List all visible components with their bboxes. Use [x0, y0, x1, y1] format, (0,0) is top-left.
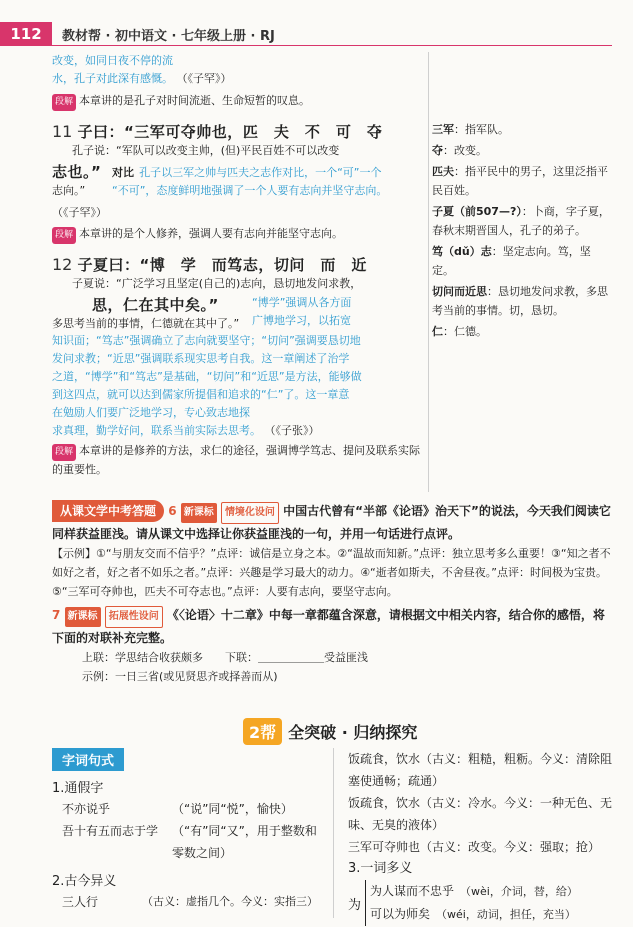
page-header: [0, 0, 633, 46]
header-rule: [52, 45, 612, 46]
exam-questions: 从课文学中考答题 6 新课标 情境化设问 中国古代曾有“半部《论语》治天下”的说法，今天我们阅读它同样获益匪浅。请从课文中选择让你获益匪浅的一句，并用一句话进行点评。 【示例】①“与朋友交而不信乎？”点评：诚信是立身之本。②“温故而知新。”点评：独立思考多么重要！③“知之者不如好之者，好之者不如乐之者。”点评：兴趣是学习最大的动力。④“逝者如斯夫，不舍昼夜。”点评：时间极为宝贵。⑤“三军可夺帅也，匹夫不可夺志也。”点评：人要有志向，要坚守志向。 7 新课标 拓展性设问 《〈论语〉十二章》中每一章都蕴含深意，请根据文中相关内容，结合你的感悟，将下面的对联补充完整。 上联：学思结合收获颇多 下联：＿＿＿＿＿＿受益匪浅 示例：一日三省(或见贤思齐或择善而从): [52, 500, 612, 686]
note-zixia: 子夏（前507—?）：卜商，字子夏，春秋末期晋国人，孔子的弟子。: [432, 205, 610, 237]
running-title: 教材帮 · 初中语文 · 七年级上册 · RJ: [62, 29, 275, 44]
note-duo: 夺：改变。: [432, 144, 487, 157]
polysemy-wei: 为 为人谋而不忠乎 （wèi，介词，替，给） 可以为师矣 （wéi，动词，担任，充当）: [348, 880, 613, 926]
side-notes: [432, 120, 612, 343]
note-qiewen: 切问而近思：恳切地发问求教，多思考当前的事情。切，恳切。: [432, 285, 608, 317]
column-divider: [428, 52, 429, 492]
q7-couplet: 上联：学思结合收获颇多 下联：＿＿＿＿＿＿受益匪浅: [82, 651, 368, 664]
vocab-right: 饭疏食，饮水（古义：粗糙，粗粝。今义：清除阻塞使通畅；疏通） 饭疏食，饮水（古义：冷水。今义：一种无色、无味、无臭的液体） 三军可夺帅也（古义：改变。今义：强取；抢） 3.一词多义 为 为人谋而不忠乎 （wèi，介词，替，给） 可以为师矣 （wéi，动词，担任，充当）: [348, 748, 613, 926]
s11-original: 子曰：“三军可夺帅也，匹 夫 不 可 夺: [77, 123, 383, 141]
vocab-box-title: 字词句式: [52, 748, 124, 771]
section-banner: 2帮 全突破 · 归纳探究: [243, 718, 417, 744]
intro-note: 段解 本章讲的是孔子对时间流逝、生命短暂的叹息。: [52, 92, 424, 111]
q6-text: 中国古代曾有“半部《论语》治天下”的说法，今天我们阅读它同样获益匪浅。请从课文中选择让你获益匪浅的一句，并用一句话进行点评。: [52, 504, 611, 541]
q6-example: 【示例】①“与朋友交而不信乎？”点评：诚信是立身之本。②“温故而知新。”点评：独立思考多么重要！③“知之者不如好之者，好之者不如乐之者。”点评：兴趣是学习最大的动力。④“逝者如斯夫，不舍昼夜。”点评：时间极为宝贵。⑤“三军可夺帅也，匹夫不可夺志也。”点评：人要有志向，要坚守志向。: [52, 547, 611, 598]
q7-text: 《〈论语〉十二章》中每一章都蕴含深意，请根据文中相关内容，结合你的感悟，将下面的对联补充完整。: [52, 608, 605, 645]
lower-divider: [333, 748, 334, 918]
intro-annotation: 改变，如同日夜不停的流 水，孔子对此深有感慨。 （《子罕》）: [52, 54, 232, 85]
note-sanjun: 三军：指军队。: [432, 123, 509, 136]
exam-tag: 从课文学中考答题: [52, 500, 164, 522]
page-number: 112: [0, 22, 52, 46]
main-text: [52, 52, 424, 478]
note-duzhi: 笃（dǔ）志：坚定志向。笃，坚定。: [432, 245, 591, 277]
section-12: 12 子夏曰：“博 学 而笃志，切问 而 近 子夏说：“广泛学习且坚定(自己的)志向，恳切地发问求教， 思，仁在其中矣。” 多思考当前的事情，仁德就在其中了。” “博学”强调从各方面 广博地学习，以拓宽 知识面；“笃志”强调确立了志向就要坚守；“切问”强调要恳切地 发问求教；“近思”强调联系现实思考自我。这一章阐述了治学 之道，“博学”和“笃志”是基础，“切问”和“近思”是方法，能够做 到这四点，就可以达到儒家所提倡和追求的“仁”了。这一章意 在勉励人们要广泛地学习，专心致志地探 求真理，勤学好问，联系当前实际去思考。 （《子张》） 段解 本章讲的是修养的方法，求仁的途径，强调博学笃志、提问及联系实际的重要性。: [52, 255, 421, 476]
note-ren: 仁：仁德。: [432, 325, 487, 338]
q7-example: 示例：一日三省(或见贤思齐或择善而从): [82, 670, 278, 683]
note-pifu: 匹夫：指平民中的男子，这里泛指平民百姓。: [432, 165, 608, 197]
section-11: 11 子曰：“三军可夺帅也，匹 夫 不 可 夺 孔子说：“军队可以改变主帅，(但)平民百姓不可以改变 志也。” 志向。” 对比 孔子以三军之帅与匹夫之志作对比，一个“可”一个 “不可”，态度鲜明地强调了一个人要有志向并坚守志向。 （《子罕》） 段解 本章讲的是个人修养，强调人要有志向并能坚守志向。: [52, 121, 424, 244]
vocab-left: 字词句式 1.通假字 不亦说乎 （“说”同“悦”，愉快） 吾十有五而志于学 （“有”同“又”，用于整数和零数之间） 2.古今异义 三人行 （古义：虚指几个。今义：实指三）: [52, 748, 328, 913]
